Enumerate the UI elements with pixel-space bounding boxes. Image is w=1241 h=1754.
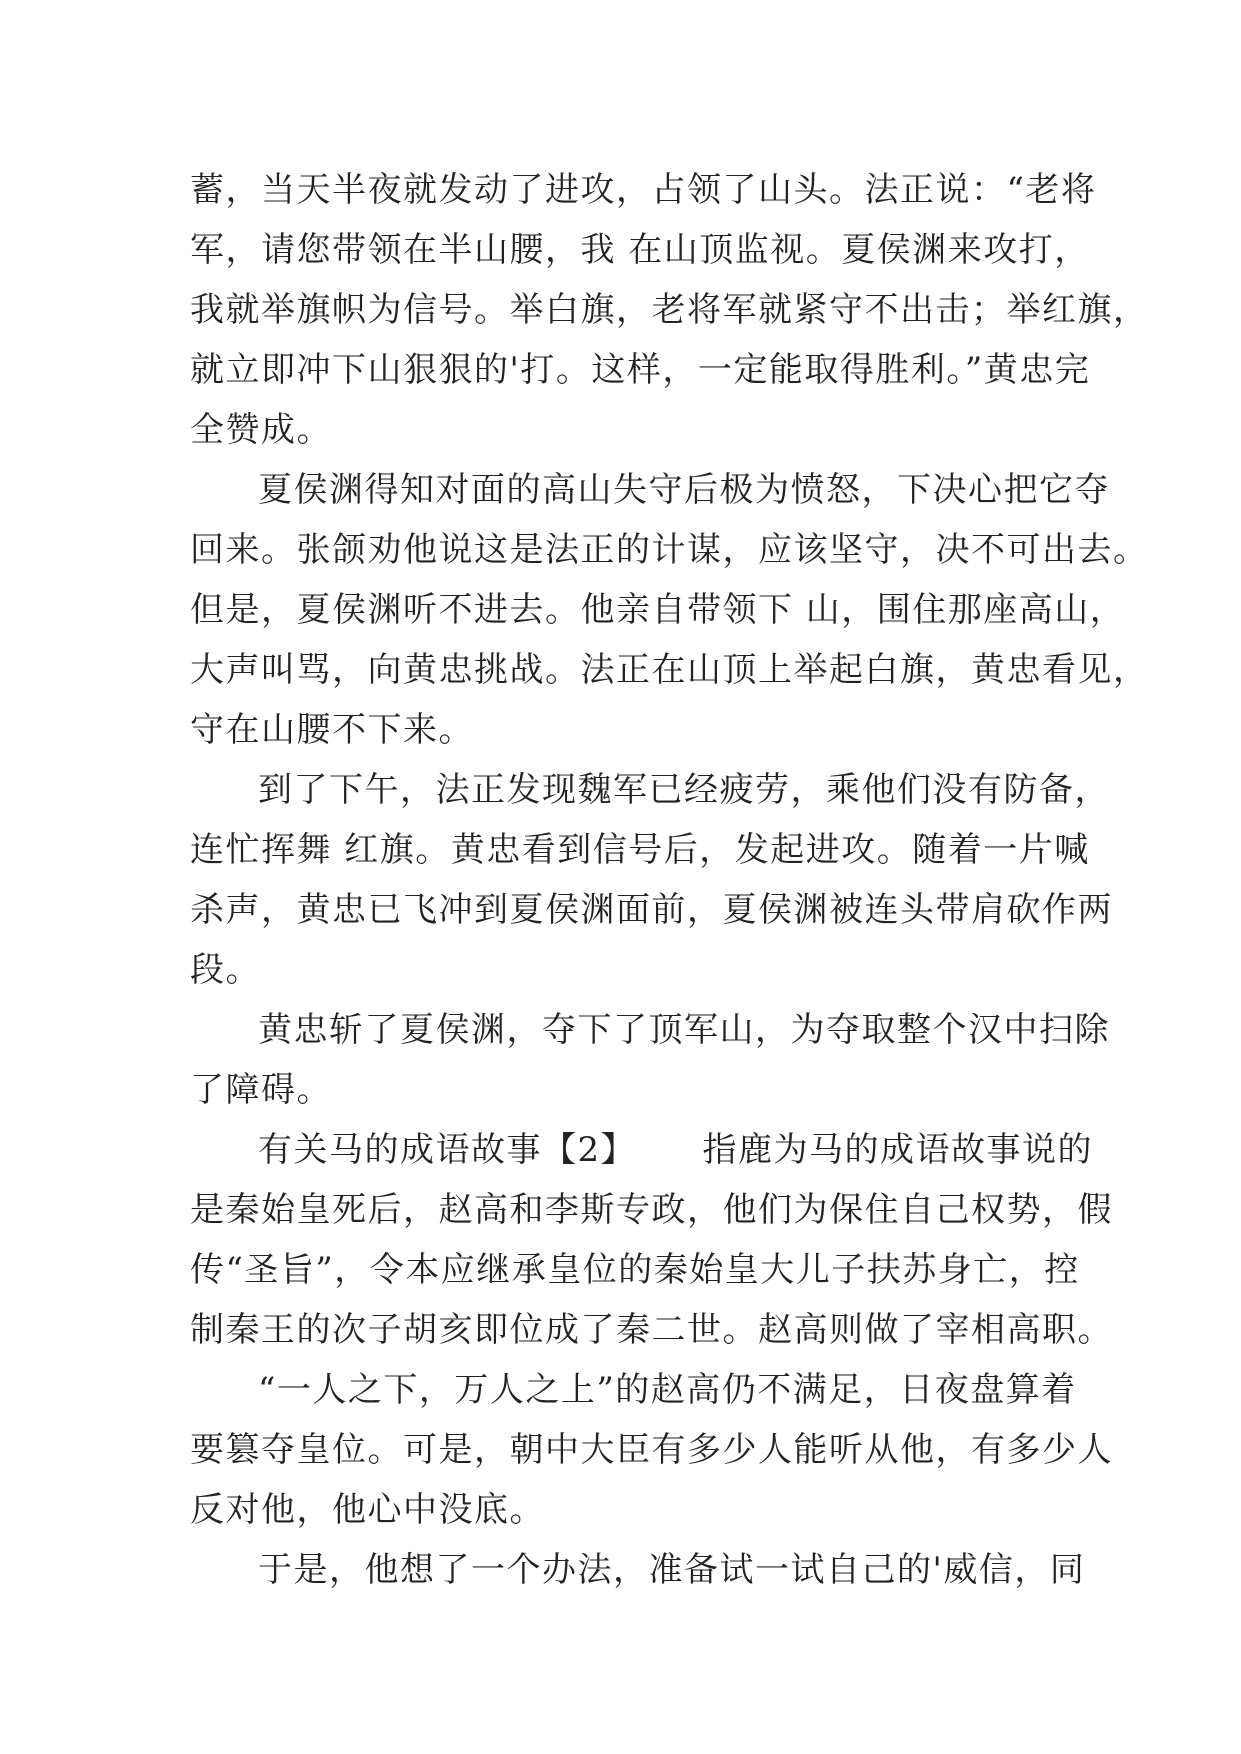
paragraph-first-line: 到了下午，法正发现魏军已经疲劳，乘他们没有防备， [258,770,1110,810]
paragraph-first-line: 于是，他想了一个办法，准备试一试自己的'威信，同 [258,1550,1086,1590]
paragraph-first-line: 黄忠斩了夏侯渊，夺下了顶军山，为夺取整个汉中扫除 [258,1010,1110,1050]
text-line: 杀声，黄忠已飞冲到夏侯渊面前，夏侯渊被连头带肩砍作两 [190,890,1113,930]
text-line: 大声叫骂，向黄忠挑战。法正在山顶上举起白旗，黄忠看见， [190,650,1149,690]
text-line: 但是，夏侯渊听不进去。他亲自带领下 山，围住那座高山， [190,590,1126,630]
text-line: 要篡夺皇位。可是，朝中大臣有多少人能听从他，有多少人 [190,1430,1113,1470]
text-line: 传“圣旨”，令本应继承皇位的秦始皇大儿子扶苏身亡，控 [190,1250,1080,1290]
text-line: 守在山腰不下来。 [190,710,474,750]
body-text [190,160,1149,1600]
text-line: 回来。张颌劝他说这是法正的计谋，应该坚守，决不可出去。 [190,530,1149,570]
text-line: 军，请您带领在半山腰，我 在山顶监视。夏侯渊来攻打， [190,230,1090,270]
text-line: 连忙挥舞 红旗。黄忠看到信号后，发起进攻。随着一片喊 [190,830,1090,870]
text-line: 我就举旗帜为信号。举白旗，老将军就紧守不出击；举红旗， [190,290,1149,330]
text-line: 就立即冲下山狠狠的'打。这样，一定能取得胜利。”黄忠完 [190,350,1091,390]
text-line: 是秦始皇死后，赵高和李斯专政，他们为保住自己权势，假 [190,1190,1113,1230]
text-line: 了障碍。 [190,1070,332,1110]
text-line: 反对他，他心中没底。 [190,1490,545,1530]
text-line: 制秦王的次子胡亥即位成了秦二世。赵高则做了宰相高职。 [190,1310,1113,1350]
text-line: 蓄，当天半夜就发动了进攻，占领了山头。法正说：“老将 [190,170,1097,210]
section-heading-line: 有关马的成语故事【2】 指鹿为马的成语故事说的 [258,1130,1093,1170]
paragraph-first-line: 夏侯渊得知对面的高山失守后极为愤怒，下决心把它夺 [258,470,1110,510]
text-line: 全赞成。 [190,410,332,450]
paragraph-first-line: “一人之下，万人之上”的赵高仍不满足，日夜盘算着 [258,1370,1077,1410]
text-line: 段。 [190,950,261,990]
